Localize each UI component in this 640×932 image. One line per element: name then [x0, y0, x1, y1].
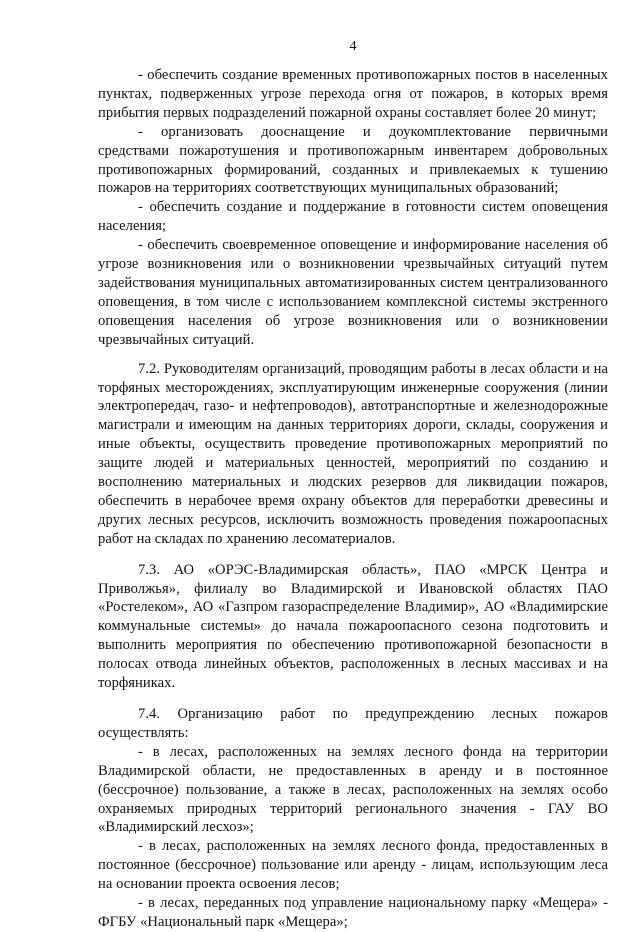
paragraph-forest-fund-leased: - в лесах, расположенных на землях лесного фонда, предоставленных в постоянное (бессрочное) пользование или аренду - лицам, использующим леса на основании проекта освоения лесов; — [98, 838, 608, 893]
paragraph-national-park: - в лесах, переданных под управление национальному парку «Мещера» - ФГБУ «Национальный парк «Мещера»; — [98, 895, 608, 930]
page-number: 4 — [349, 39, 357, 54]
paragraph-section-7-2: 7.2. Руководителям организаций, проводящим работы в лесах области и на торфяных месторождениях, эксплуатирующим инженерные сооружения (линии электропередач, газо- и нефтепроводов), автотранспортные и железнодорожные магистрали и имеющим на данных территориях дороги, склады, сооружения и иные объекты, осуществить проведение противопожарных мероприятий по защите людей и материальных ценностей, мероприятий по созданию и восполнению материальных и людских резервов для ликвидации пожаров, обеспечить в нерабочее время охрану объектов для переработки древесины и других лесных ресурсов, исключить возможность проведения пожароопасных работ на складах по хранению лесоматериалов. — [98, 360, 608, 547]
paragraph-temporary-posts: - обеспечить создание временных противопожарных постов в населенных пунктах, подверженных угрозе перехода огня от пожаров, в которых время прибытия первых подразделений пожарной охраны составляет более 20 минут; — [98, 67, 608, 121]
document-page — [98, 38, 608, 932]
paragraph-section-7-4: 7.4. Организацию работ по предупреждению лесных пожаров осуществлять: — [98, 706, 608, 741]
paragraph-equipment: - организовать дооснащение и доукомплектование первичными средствами пожаротушения и противопожарным инвентарем добровольных противопожарных формирований, созданных и привлекаемых к тушению пожаров на территориях соответствующих муниципальных образований; — [98, 123, 608, 197]
paragraph-section-7-3: 7.3. АО «ОРЭС-Владимирская область», ПАО «МРСК Центра и Приволжья», филиалу во Владимирской и Ивановской областях ПАО «Ростелеком», АО «Газпром газораспределение Владимир», АО «Владимирские коммунальные системы» до начала пожароопасного сезона подготовить и выполнить мероприятия по обеспечению противопожарной безопасности в полосах отвода линейных объектов, расположенных в лесных массивах и на торфяниках. — [98, 561, 608, 692]
paragraph-population-alert: - обеспечить своевременное оповещение и информирование населения об угрозе возникновения или о возникновении чрезвычайных ситуаций путем задействования муниципальных автоматизированных систем централизованного оповещения, в том числе с использованием комплексной системы экстренного оповещения населения об угрозе возникновения или о возникновении чрезвычайных ситуаций. — [98, 237, 608, 348]
paragraph-forest-fund-unleased: - в лесах, расположенных на землях лесного фонда на территории Владимирской области, не предоставленных в аренду и в постоянное (бессрочное) пользование, а также в лесах, расположенных на землях особо охраняемых природных территорий регионального значения - ГАУ ВО «Владимирский лесхоз»; — [98, 743, 608, 836]
paragraph-warning-systems: - обеспечить создание и поддержание в готовности систем оповещения населения; — [98, 199, 608, 235]
